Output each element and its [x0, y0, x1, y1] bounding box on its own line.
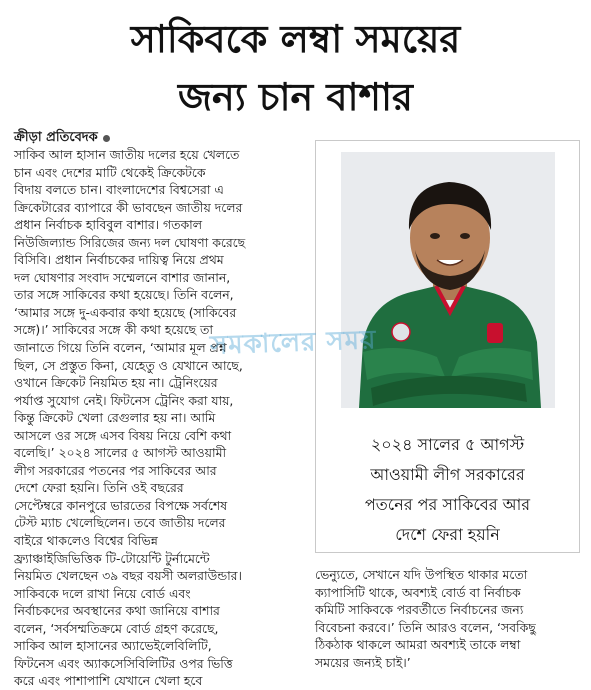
- article-line: দল ঘোষণার সংবাদ সম্মেলনে বাশার জানান,: [14, 269, 231, 285]
- article-line: ক্রিকেটারের ব্যাপারে কী ভাবছেন জাতীয় দলের: [14, 199, 243, 215]
- article-line: বিদায় বলতে চান। বাংলাদেশের বিশ্বসেরা এ: [14, 182, 224, 198]
- article-line: ক্যাপাসিটি থাকে, অবশ্যই বোর্ড বা নির্বাচক: [315, 584, 521, 600]
- article-line: সাকিব আল হাসানের অ্যাভেইলেবিলিটি,: [14, 638, 212, 654]
- article-line: বিবেচনা করবে।’ তিনি আরও বলেন, ‘সবকিছু: [315, 619, 536, 635]
- article-line: বলেছি।’ ২০২৪ সালের ৫ আগস্ট আওয়ামী: [14, 445, 226, 461]
- article-line: সাকিবকে দলে রাখা নিয়ে বোর্ড এবং: [14, 585, 191, 601]
- player-illustration: [341, 152, 555, 408]
- bullet-icon: [103, 135, 110, 142]
- article-line: ফ্র্যাঞ্চাইজিভিত্তিক টি-টোয়েন্টি টুর্নামেন্টে: [14, 550, 210, 566]
- article-line: ভেন্যুতে, সেখানে যদি উপস্থিত থাকার মতো: [315, 567, 528, 582]
- article-line: ছিল, সে প্রস্তুত কিনা, যেহেতু ও যেখানে আছে,: [14, 357, 243, 373]
- watermark: সমকালের সময়: [209, 325, 377, 361]
- article-line: প্রধান নির্বাচক হাবিবুল বাশার। গতকাল: [14, 217, 202, 233]
- headline-line-2: জন্য চান বাশার: [178, 74, 413, 119]
- headline-line-1: সাকিবকে লম্বা সময়ের: [130, 16, 461, 61]
- article-line: কিন্তু ক্রিকেট খেলা রেগুলার হয় না। আমি: [14, 410, 216, 426]
- caption-line: ২০২৪ সালের ৫ আগস্ট: [370, 435, 525, 454]
- caption-line: দেশে ফেরা হয়নি: [395, 525, 500, 544]
- player-photo: [341, 152, 555, 408]
- article-line: ঠিকঠাক থাকলে আমরা অবশ্যই তাকে লম্বা: [315, 637, 521, 653]
- photo-caption: [315, 430, 580, 550]
- article-left-column: [14, 146, 304, 690]
- article-line: নিয়মিত খেলছেন ৩৯ বছর বয়সী অলরাউন্ডার।: [14, 568, 242, 584]
- article-line: আসলে ওর সঙ্গে এসব বিষয় নিয়ে বেশি কথা: [14, 427, 232, 443]
- caption-line: আওয়ামী লীগ সরকারের: [370, 465, 525, 484]
- article-line: ফিটনেস এবং অ্যাকসেসিবিলিটির ওপর ভিত্তি: [14, 655, 233, 671]
- article-line: পর্যাপ্ত সুযোগ নেই। ফিটনেস ট্রেনিং করা যায়,: [14, 392, 234, 408]
- article-line: নির্বাচকদের অবস্থানের কথা জানিয়ে বাশার: [14, 603, 220, 619]
- article-line: বিসিবি। প্রধান নির্বাচকের দায়িত্ব নিয়ে প্রথম: [14, 252, 224, 268]
- article-line: করে এবং পাশাপাশি যেখানে খেলা হবে: [14, 673, 203, 689]
- article-line: সাকিব আল হাসান জাতীয় দলের হয়ে খেলতে: [14, 147, 240, 162]
- article-line: চান এবং দেশের মাটি থেকেই ক্রিকেটকে: [14, 164, 206, 180]
- article-line: টেস্ট ম্যাচ খেলেছিলেন। তবে জাতীয় দলের: [14, 515, 226, 531]
- article-right-column: [315, 566, 580, 671]
- article-line: সঙ্গে)।’ সাকিবের সঙ্গে কী কথা হয়েছে তা: [14, 322, 213, 338]
- byline-text: ক্রীড়া প্রতিবেদক: [14, 130, 98, 145]
- article-line: বাইরে থাকলেও বিশ্বের বিভিন্ন: [14, 533, 158, 549]
- article-line: তার সঙ্গে সাকিবের কথা হয়েছে। তিনি বলেন,: [14, 287, 234, 303]
- caption-line: পতনের পর সাকিবের আর: [364, 495, 531, 514]
- article-line: ‘আমার সঙ্গে দু-একবার কথা হয়েছে (সাকিবের: [14, 304, 237, 320]
- article-line: জানাতে গিয়ে তিনি বলেন, ‘আমার মূল প্রশ্ন: [14, 340, 227, 356]
- article-line: ওখানে ক্রিকেট নিয়মিত হয় না। ট্রেনিংয়ের: [14, 375, 218, 391]
- article-line: বলেন, ‘সর্বসম্মতিক্রমে বোর্ড গ্রহণ করেছে,: [14, 620, 219, 636]
- article-line: দেশে ফেরা হয়নি। তিনি ওই বছরের: [14, 480, 184, 496]
- article-line: নিউজিল্যান্ড সিরিজের জন্য দল ঘোষণা করেছে: [14, 234, 246, 250]
- article-line: লীগ সরকারের পতনের পর সাকিবের আর: [14, 462, 217, 478]
- article-line: কমিটি সাকিবকে পরবর্তীতে নির্বাচনের জন্য: [315, 602, 524, 618]
- article-line: সেপ্টেম্বরে কানপুরে ভারতের বিপক্ষে সর্বশেষ: [14, 497, 228, 513]
- article-line: সময়ের জন্যই চাই।’: [315, 654, 411, 670]
